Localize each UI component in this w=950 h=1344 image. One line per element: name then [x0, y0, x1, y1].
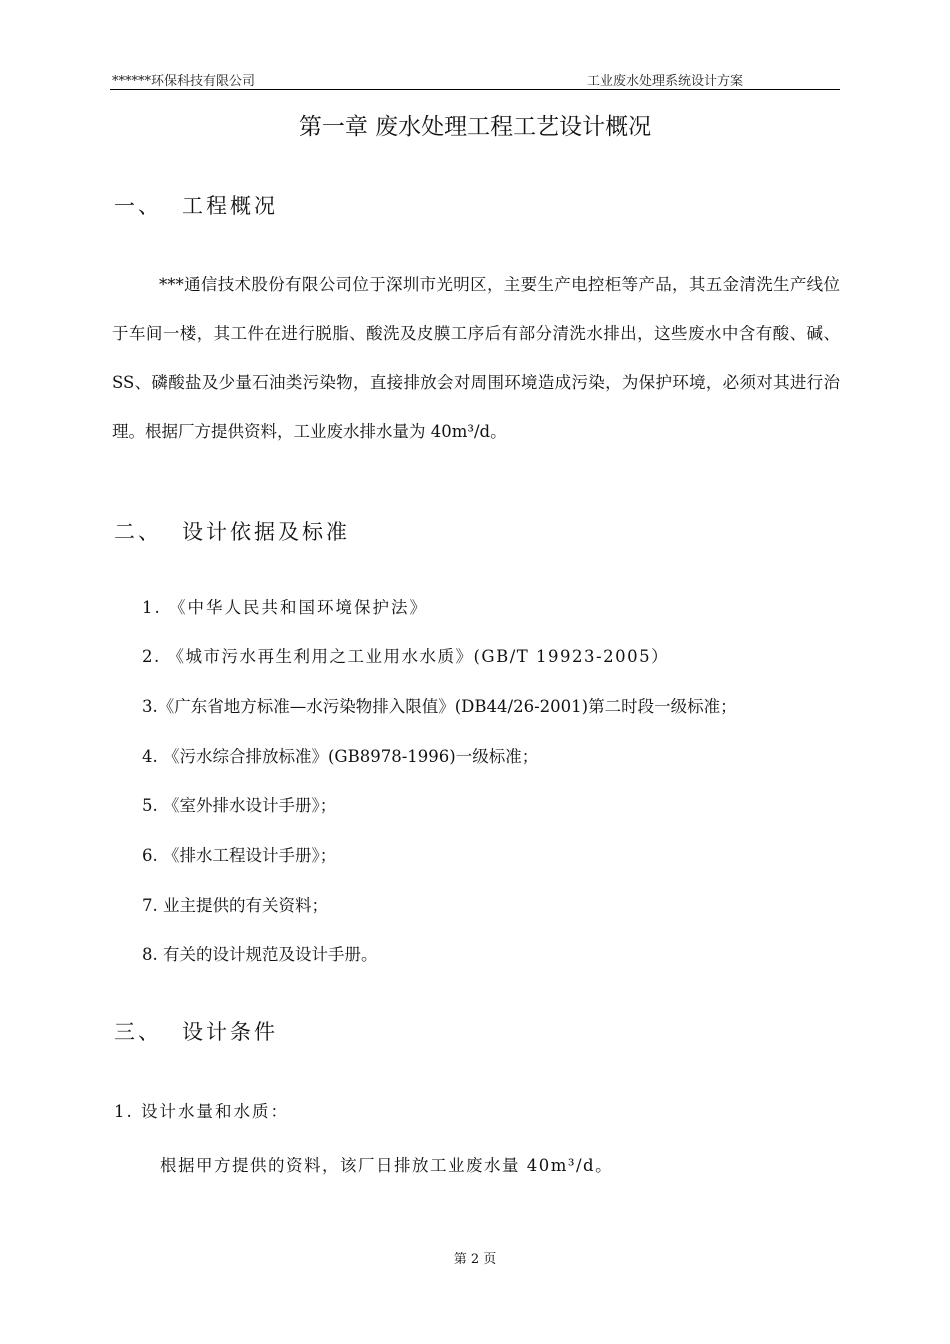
page-number: 第 2 页	[453, 1252, 497, 1267]
standard-item-6: 6. 《排水工程设计手册》；	[142, 846, 337, 865]
standard-item-8: 8. 有关的设计规范及设计手册。	[142, 945, 378, 964]
section-title: 设计依据及标准	[182, 520, 350, 544]
section-title: 设计条件	[182, 1020, 278, 1044]
chapter-title: 第一章 废水处理工程工艺设计概况	[298, 114, 652, 140]
standard-item-2: 2. 《城市污水再生利用之工业用水水质》(GB/T 19923-2005）	[142, 647, 670, 666]
section-heading-basis	[114, 516, 350, 546]
header-doc-title: 工业废水处理系统设计方案	[587, 74, 744, 89]
section-number: 三、	[114, 1020, 162, 1044]
condition-heading: 1. 设计水量和水质：	[114, 1102, 289, 1121]
header-rule	[110, 89, 840, 90]
standard-item-4: 4. 《污水综合排放标准》(GB8978-1996)一级标准；	[142, 747, 539, 766]
section-number: 二、	[114, 520, 162, 544]
header-company: ******环保科技有限公司	[112, 74, 256, 89]
section-number: 一、	[114, 194, 162, 218]
standard-item-3: 3.《广东省地方标准—水污染物排入限值》(DB44/26-2001)第二时段一级标准；	[142, 697, 737, 716]
standard-item-5: 5. 《室外排水设计手册》；	[142, 796, 337, 815]
standard-item-1: 1. 《中华人民共和国环境保护法》	[142, 598, 428, 617]
section-heading-overview	[114, 190, 278, 220]
section-heading-conditions	[114, 1016, 278, 1046]
standard-item-7: 7. 业主提供的有关资料；	[142, 896, 328, 915]
condition-text: 根据甲方提供的资料，该厂日排放工业废水量 40m³/d。	[160, 1156, 614, 1175]
overview-paragraph: ***通信技术股份有限公司位于深圳市光明区，主要生产电控柜等产品，其五金清洗生产线位于车间一楼，其工件在进行脱脂、酸洗及皮膜工序后有部分清洗水排出，这些废水中含有酸、碱、SS、磷酸盐及少量石油类污染物，直接排放会对周围环境造成污染，为保护环境，必须对其进行治理。根据厂方提供资料，工业废水排水量为 40m³/d。	[112, 275, 840, 441]
section-title: 工程概况	[182, 194, 278, 218]
